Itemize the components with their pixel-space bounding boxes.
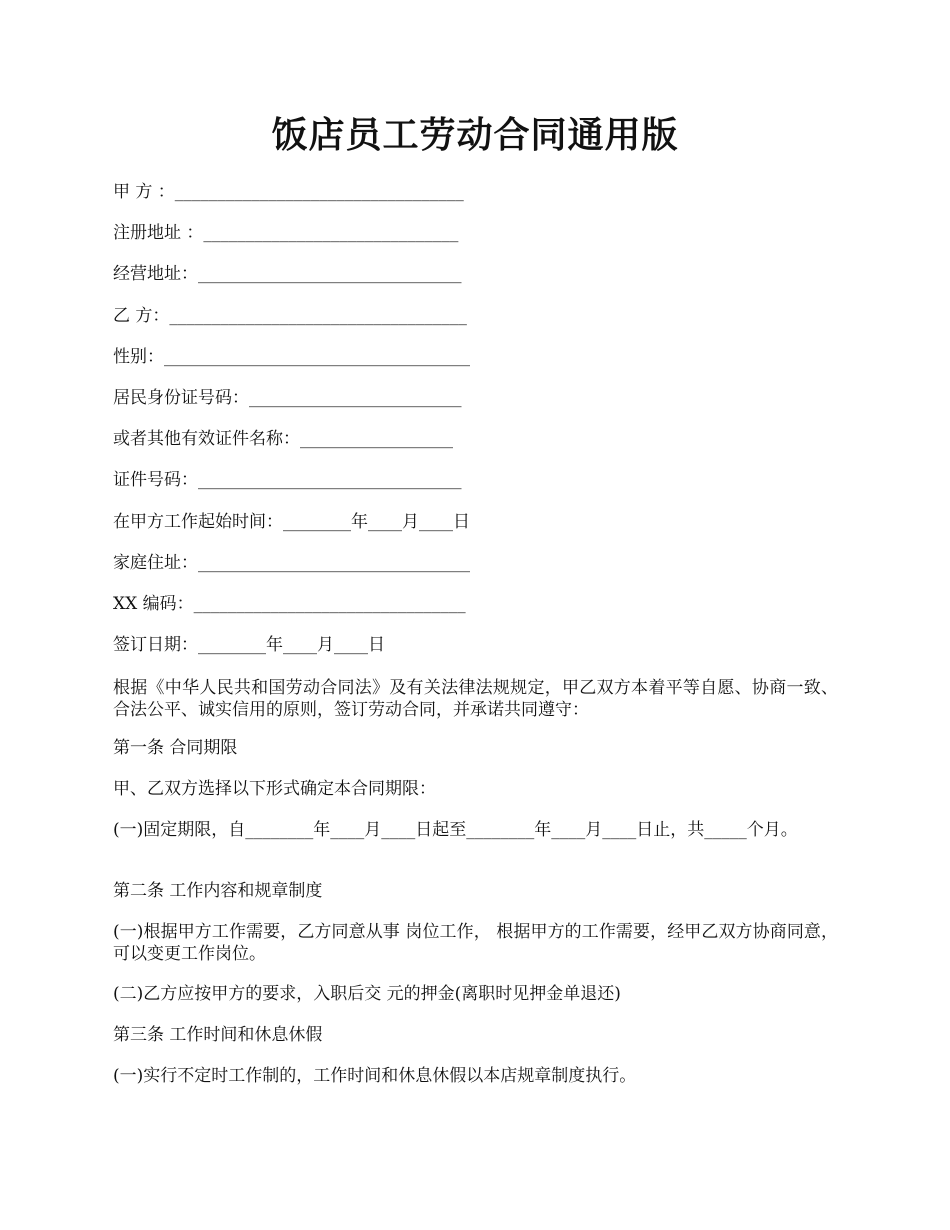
document-title: 饭店员工劳动合同通用版: [271, 114, 679, 156]
article-3-heading: 第三条 工作时间和休息休假: [113, 1025, 323, 1045]
article-1-heading: 第一条 合同期限: [113, 738, 238, 758]
field-other-id-name: 或者其他有效证件名称：__________________: [113, 429, 453, 449]
field-start-date: 在甲方工作起始时间：________年____月____日: [113, 512, 470, 532]
field-home-address: 家庭住址：________________________________: [113, 553, 470, 573]
field-gender: 性别：____________________________________: [113, 347, 470, 367]
field-business-address: 经营地址：_______________________________: [113, 264, 462, 284]
field-id-doc-number: 证件号码：_______________________________: [113, 470, 462, 490]
article-1-paragraph-1: 甲、乙双方选择以下形式确定本合同期限：: [113, 779, 436, 799]
field-id-number: 居民身份证号码：_________________________: [113, 388, 462, 408]
field-registered-address: 注册地址 ：______________________________: [113, 223, 459, 243]
intro-paragraph: 根据《中华人民共和国劳动合同法》及有关法律法规规定，甲乙双方本着平等自愿、协商一致、合法公平、诚实信用的原则，签订劳动合同，并承诺共同遵守：: [113, 678, 838, 720]
field-postal-code: XX 编码：________________________________: [113, 594, 466, 614]
article-3-paragraph-1: (一)实行不定时工作制的，工作时间和休息休假以本店规章制度执行。: [113, 1066, 637, 1086]
article-2-paragraph-2: (二)乙方应按甲方的要求，入职后交 元的押金(离职时见押金单退还): [113, 984, 621, 1004]
field-party-b: 乙 方：___________________________________: [113, 306, 467, 326]
article-1-paragraph-2: (一)固定期限，自________年____月____日起至________年____月____日止，共_____个月。: [113, 820, 798, 840]
field-sign-date: 签订日期：________年____月____日: [113, 635, 385, 655]
article-2-heading: 第二条 工作内容和规章制度: [113, 881, 323, 901]
field-party-a: 甲 方 ：__________________________________: [113, 182, 464, 202]
article-2-paragraph-1: (一)根据甲方工作需要，乙方同意从事 岗位工作， 根据甲方的工作需要，经甲乙双方协商同意，可以变更工作岗位。: [113, 922, 838, 964]
